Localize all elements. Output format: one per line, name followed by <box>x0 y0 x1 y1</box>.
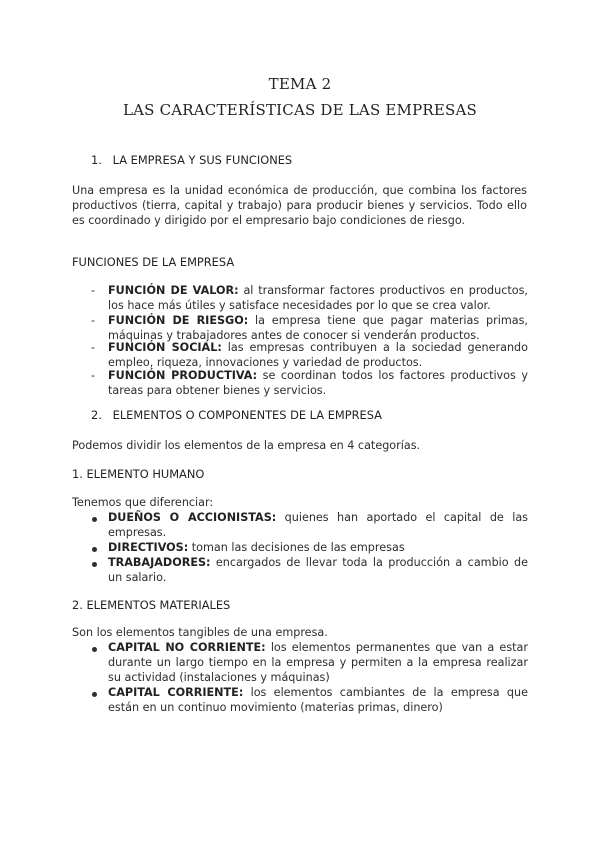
item-text: los elementos permanentes que van a estar durante un largo tiempo en la empresa y permiten a la empresa realizar su actividad (instalaciones y máquinas) <box>108 641 528 684</box>
function-term: FUNCIÓN SOCIAL: <box>108 341 222 354</box>
item-text: quienes han aportado el capital de las empresas. <box>108 511 529 539</box>
function-text: se coordinan todos los factores productivos y tareas para obtener bienes y servicios. <box>108 369 528 397</box>
dash-marker: - <box>91 369 96 382</box>
function-text: la empresa tiene que pagar materias primas, máquinas y trabajadores antes de conocer si venderán productos. <box>108 314 528 342</box>
human-element-heading: 1. ELEMENTO HUMANO <box>72 467 205 481</box>
dash-marker: - <box>91 341 96 354</box>
material-element-item <box>108 685 528 715</box>
item-term: TRABAJADORES: <box>108 556 211 569</box>
item-term: DUEÑOS O ACCIONISTAS: <box>108 511 277 524</box>
item-term: CAPITAL CORRIENTE: <box>108 686 244 699</box>
section-title: LA EMPRESA Y SUS FUNCIONES <box>112 153 293 167</box>
human-element-item <box>108 510 528 540</box>
section-number: 1. <box>91 153 102 167</box>
dash-marker: - <box>91 314 96 327</box>
human-element-item <box>108 540 528 555</box>
section-2-intro: Podemos dividir los elementos de la empresa en 4 categorías. <box>72 439 421 452</box>
function-item <box>108 368 528 398</box>
section-number: 2. <box>91 408 102 422</box>
item-term: DIRECTIVOS: <box>108 541 189 554</box>
function-text: al transformar factores productivos en productos, los hace más útiles y satisface necesidades por lo que se crea valor. <box>108 284 528 312</box>
human-element-item <box>108 555 528 585</box>
material-elements-intro: Son los elementos tangibles de una empresa. <box>72 626 328 639</box>
bullet-dot <box>92 517 97 522</box>
function-item <box>108 313 528 343</box>
function-item <box>108 283 528 313</box>
bullet-dot <box>92 562 97 567</box>
function-text: las empresas contribuyen a la sociedad generando empleo, riqueza, innovaciones y variedad de productos. <box>108 341 528 369</box>
section-title: ELEMENTOS O COMPONENTES DE LA EMPRESA <box>112 408 382 422</box>
item-term: CAPITAL NO CORRIENTE: <box>108 641 266 654</box>
document-title: TEMA 2 <box>268 75 332 93</box>
section-1-heading <box>91 153 292 167</box>
material-elements-heading: 2. ELEMENTOS MATERIALES <box>72 598 231 612</box>
item-text: toman las decisiones de las empresas <box>188 541 405 554</box>
function-term: FUNCIÓN PRODUCTIVA: <box>108 369 258 382</box>
function-term: FUNCIÓN DE VALOR: <box>108 284 239 297</box>
section-1-intro: Una empresa es la unidad económica de producción, que combina los factores productivos (tierra, capital y trabajo) para producir bienes y servicios. Todo ello es coordinado y dirigido por el empresario bajo condiciones de riesgo. <box>72 184 527 227</box>
section-2-heading <box>91 408 382 422</box>
document-subtitle: LAS CARACTERÍSTICAS DE LAS EMPRESAS <box>122 101 478 119</box>
item-text: encargados de llevar toda la producción a cambio de un salario. <box>108 556 528 584</box>
functions-subheading: FUNCIONES DE LA EMPRESA <box>72 255 235 269</box>
function-term: FUNCIÓN DE RIESGO: <box>108 314 249 327</box>
bullet-dot <box>92 692 97 697</box>
bullet-dot <box>92 647 97 652</box>
function-item <box>108 340 528 370</box>
item-text: los elementos cambiantes de la empresa que están en un continuo movimiento (materias primas, dinero) <box>108 686 528 714</box>
human-element-intro: Tenemos que diferenciar: <box>72 496 214 509</box>
material-element-item <box>108 640 528 685</box>
dash-marker: - <box>91 284 96 297</box>
bullet-dot <box>92 547 97 552</box>
